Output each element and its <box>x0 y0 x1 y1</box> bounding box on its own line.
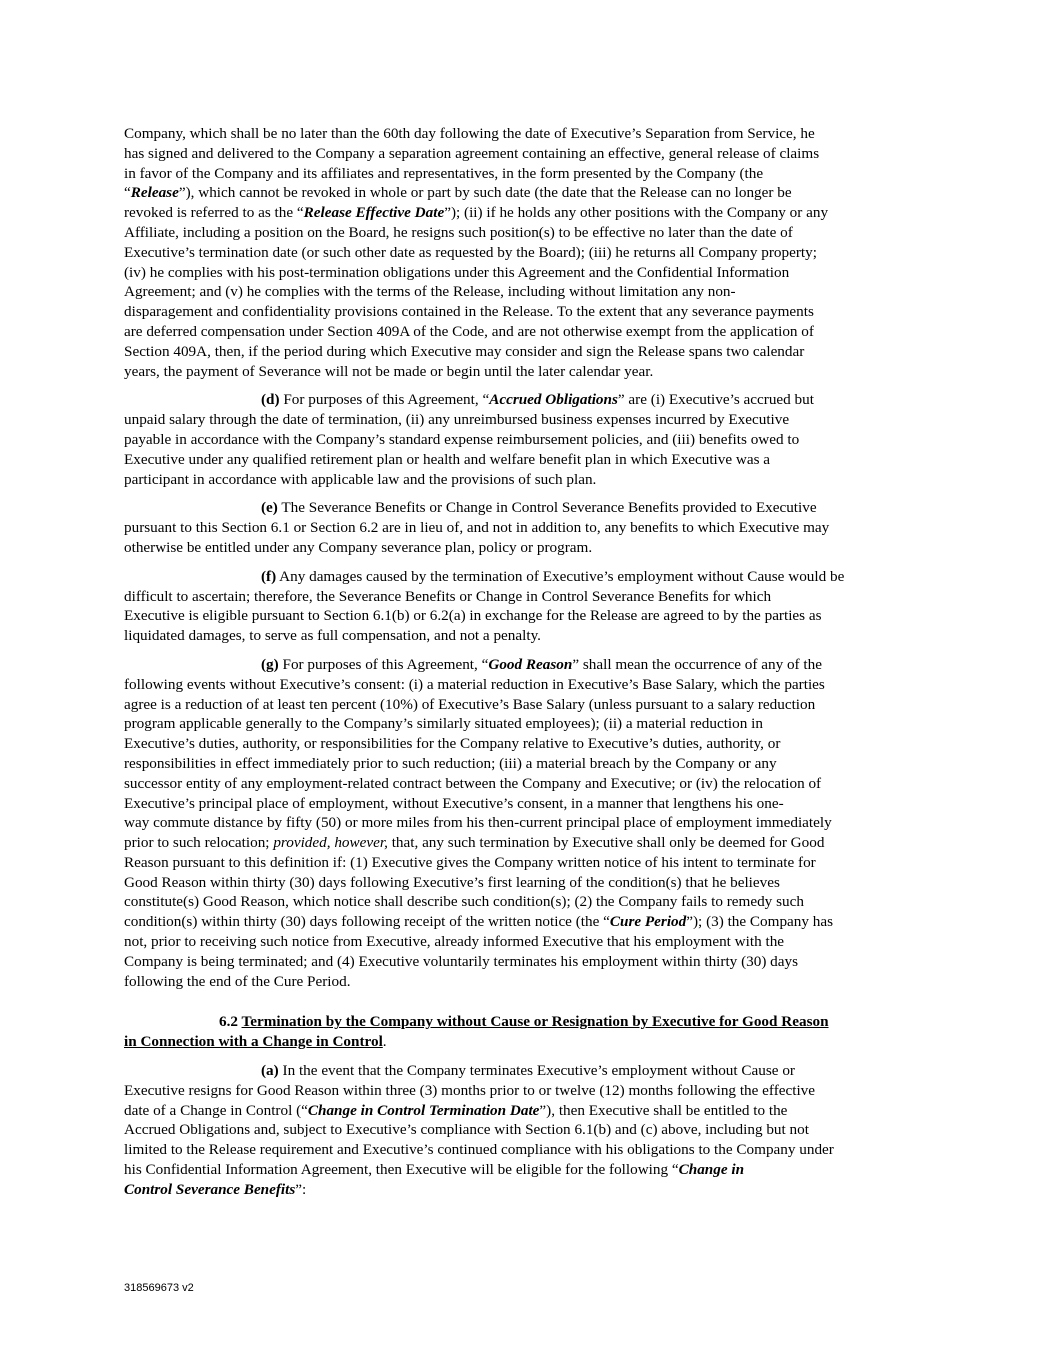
paragraph-label: (a) <box>261 1062 279 1080</box>
paragraph-d-accrued-obligations <box>124 390 936 489</box>
italic-proviso: provided, however, <box>273 834 388 852</box>
text-line: revoked is referred to as the “Release Effective Date”); (ii) if he holds any other positions with the Company or any <box>124 204 829 222</box>
paragraph-label: (g) <box>261 655 279 673</box>
text-line: not, prior to receiving such notice from Executive, already informed Executive that his employment with the <box>124 933 785 951</box>
text-line: in favor of the Company and its affiliates and representatives, in the form presented by the Company (the <box>124 164 764 182</box>
text-line: (g) For purposes of this Agreement, “Good Reason” shall mean the occurrence of any of the <box>261 655 822 673</box>
defined-term-change-in-control-severance-benefits: Change in <box>678 1161 745 1179</box>
text-line: Agreement; and (v) he complies with the terms of the Release, including without limitation any non- <box>124 283 736 301</box>
text-line: Good Reason within thirty (30) days following Executive’s first learning of the condition(s) that he believes <box>124 873 780 891</box>
text-line: prior to such relocation; provided, however, that, any such termination by Executive shall only be deemed for Good <box>124 834 825 852</box>
defined-term-change-in-control-severance-benefits: Control Severance Benefits <box>124 1180 296 1198</box>
section-title: Termination by the Company without Cause or Resignation by Executive for Good Reason <box>241 1013 829 1031</box>
defined-term-cure-period: Cure Period <box>609 913 687 931</box>
text-line: Accrued Obligations and, subject to Executive’s compliance with Section 6.1(b) and (c) above, including but not <box>124 1121 809 1139</box>
text-line: his Confidential Information Agreement, then Executive will be eligible for the following “Change in <box>124 1161 745 1179</box>
text-line: Executive’s duties, authority, or responsibilities for the Company relative to Executive’s duties, authority, or <box>124 735 781 753</box>
paragraph-6-2-a <box>124 1061 936 1200</box>
text-line: way commute distance by fifty (50) or more miles from his then-current principal place of employment immediately <box>124 814 832 832</box>
text-line: (iv) he complies with his post-termination obligations under this Agreement and the Confidential Information <box>124 263 790 281</box>
section-6-2-heading <box>124 1012 936 1052</box>
text-line: disparagement and confidentiality provisions contained in the Release. To the extent that any severance payments <box>124 303 814 321</box>
text-line: limited to the Release requirement and Executive’s continued compliance with his obligations to the Company under <box>124 1141 834 1159</box>
defined-term-release: Release <box>130 184 179 202</box>
text-line: constitute(s) Good Reason, which notice shall describe such condition(s); (2) the Company fails to remedy such <box>124 893 804 911</box>
heading-line: in Connection with a Change in Control. <box>124 1033 387 1051</box>
text-line: Control Severance Benefits”: <box>124 1180 307 1198</box>
text-line: agree is a reduction of at least ten percent (10%) of Executive’s Base Salary (unless pursuant to a salary reduction <box>124 695 816 713</box>
text-line: (a) In the event that the Company terminates Executive’s employment without Cause or <box>261 1062 795 1080</box>
text-line: Reason pursuant to this definition if: (1) Executive gives the Company written notice of his intent to terminate for <box>124 853 816 871</box>
text-line: Executive’s termination date (or such other date as requested by the Board); (iii) he returns all Company property; <box>124 243 817 261</box>
text-line: Executive resigns for Good Reason within three (3) months prior to or twelve (12) months following the effective <box>124 1081 816 1099</box>
paragraph-c-continuation <box>124 124 936 381</box>
text-line: difficult to ascertain; therefore, the Severance Benefits or Change in Control Severance Benefits for which <box>124 587 772 605</box>
text-line: date of a Change in Control (“Change in Control Termination Date”), then Executive shall be entitled to the <box>124 1101 788 1119</box>
defined-term-release-effective-date: Release Effective Date <box>303 204 445 222</box>
text-line: program applicable generally to the Company’s similarly situated employees); (ii) a material reduction in <box>124 715 763 733</box>
text-line: (f) Any damages caused by the termination of Executive’s employment without Cause would be <box>261 567 845 585</box>
text-line: following the end of the Cure Period. <box>124 972 351 990</box>
defined-term-change-in-control-termination-date: Change in Control Termination Date <box>307 1101 540 1119</box>
paragraph-label: (f) <box>261 567 277 585</box>
paragraph-label: (d) <box>261 391 280 409</box>
heading-line <box>124 1012 936 1032</box>
defined-term-good-reason: Good Reason <box>488 655 573 673</box>
text-line: Executive under any qualified retirement plan or health and welfare benefit plan in which Executive was a <box>124 450 771 468</box>
text-line: payable in accordance with the Company’s standard expense reimbursement policies, and (iii) benefits owed to <box>124 430 800 448</box>
document-page <box>124 124 936 1209</box>
text-line: successor entity of any employment-related contract between the Company and Executive; or (iv) the relocation of <box>124 774 822 792</box>
paragraph-label: (e) <box>261 499 278 517</box>
text-line: participant in accordance with applicable law and the provisions of such plan. <box>124 470 597 488</box>
text-line: years, the payment of Severance will not be made or begin until the later calendar year. <box>124 362 654 380</box>
paragraph-f <box>124 567 936 646</box>
text-line: liquidated damages, to serve as full compensation, and not a penalty. <box>124 627 541 645</box>
section-title: in Connection with a Change in Control <box>124 1033 383 1051</box>
text-line: unpaid salary through the date of termination, (ii) any unreimbursed business expenses incurred by Executive <box>124 411 790 429</box>
text-line: Executive is eligible pursuant to Section 6.1(b) or 6.2(a) in exchange for the Release are agreed to by the parties as <box>124 607 822 625</box>
text-line: Affiliate, including a position on the Board, he resigns such position(s) to be effective no later than the date of <box>124 223 793 241</box>
text-line: Company, which shall be no later than the 60th day following the date of Executive’s Separation from Service, he <box>124 125 815 142</box>
text-line: responsibilities in effect immediately prior to such reduction; (iii) a material breach by the Company or any <box>124 754 777 772</box>
text-line: pursuant to this Section 6.1 or Section 6.2 are in lieu of, and not in addition to, any benefits to which Executive may <box>124 519 830 537</box>
paragraph-g-good-reason <box>124 655 936 992</box>
text-line: “Release”), which cannot be revoked in whole or part by such date (the date that the Release can no longer be <box>124 184 792 202</box>
text-line: are deferred compensation under Section 409A of the Code, and are not otherwise exempt from the application of <box>124 322 814 340</box>
section-number: 6.2 <box>219 1013 242 1031</box>
text-line: (d) For purposes of this Agreement, “Accrued Obligations” are (i) Executive’s accrued but <box>261 391 814 409</box>
text-line: otherwise be entitled under any Company severance plan, policy or program. <box>124 538 593 556</box>
text-line: Company is being terminated; and (4) Executive voluntarily terminates his employment within thirty (30) days <box>124 952 799 970</box>
text-line: has signed and delivered to the Company a separation agreement containing an effective, general release of claims <box>124 144 820 162</box>
text-line: condition(s) within thirty (30) days following receipt of the written notice (the “Cure Period”); (3) the Company has <box>124 913 834 931</box>
defined-term-accrued-obligations: Accrued Obligations <box>489 391 618 409</box>
document-id-footer: 318569673 v2 <box>124 1282 194 1294</box>
text-line: Section 409A, then, if the period during which Executive may consider and sign the Release spans two calendar <box>124 342 805 360</box>
text-line: Executive’s principal place of employment, without Executive’s consent, in a manner that lengthens his one- <box>124 794 784 812</box>
paragraph-e <box>124 498 936 557</box>
text-line: (e) The Severance Benefits or Change in Control Severance Benefits provided to Executive <box>261 499 817 517</box>
text-line: following events without Executive’s consent: (i) a material reduction in Executive’s Base Salary, which the parties <box>124 675 825 693</box>
